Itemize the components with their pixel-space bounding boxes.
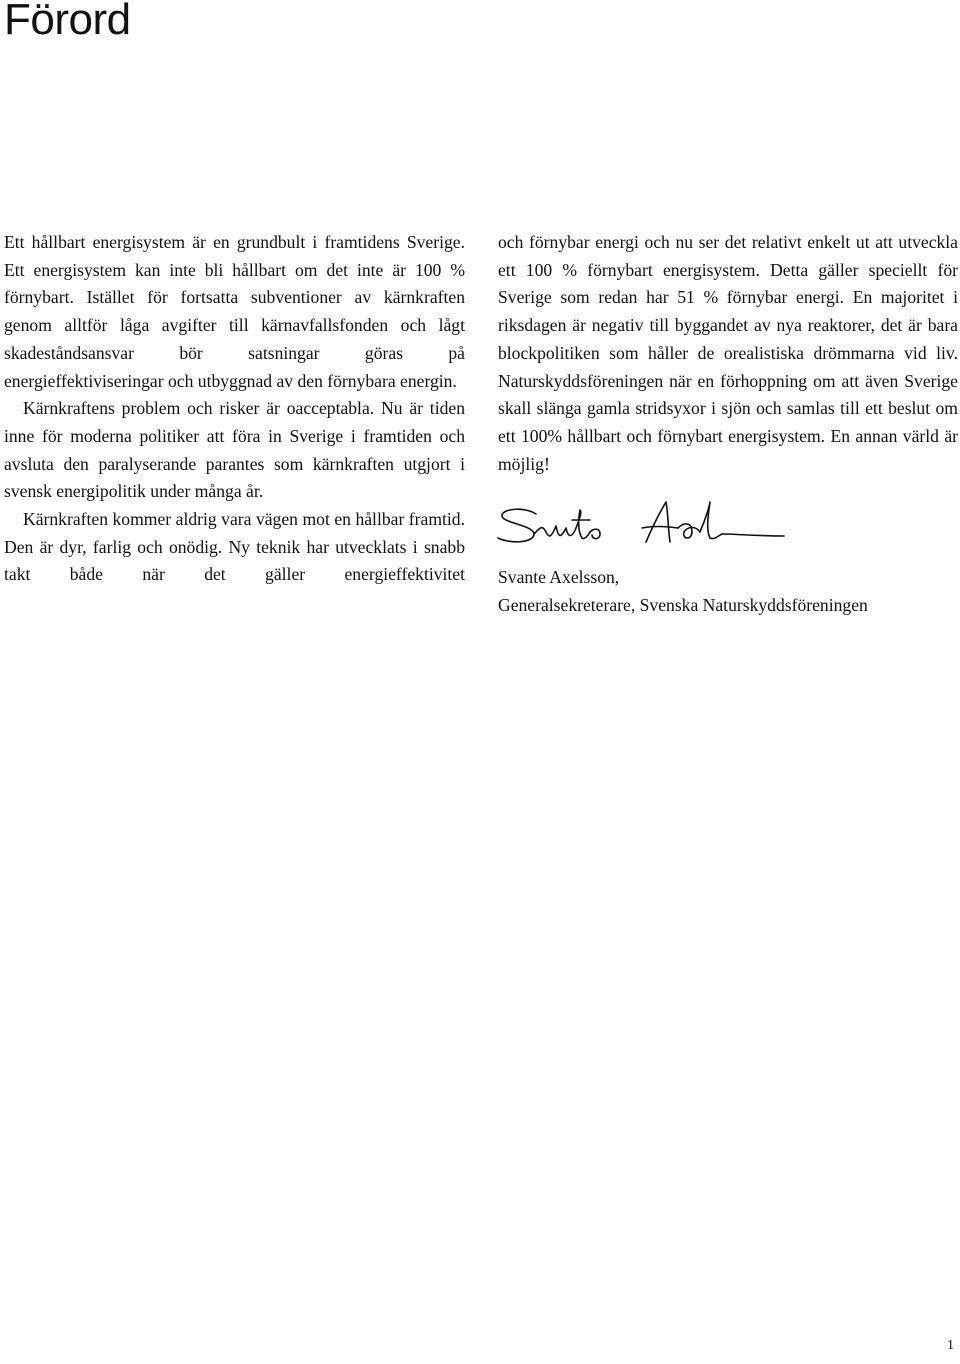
right-text-column	[498, 229, 958, 478]
paragraph-future: Kärnkraften kommer aldrig vara vägen mot en hållbar framtid. Den är dyr, farlig och onödig. Ny teknik har utvecklats i snabb takt både när det gäller energieffektivitet	[4, 509, 465, 585]
paragraph-risks: Kärnkraftens problem och risker är oacceptabla. Nu är tiden inne för moderna politiker att föra in Sverige i framtiden och avsluta den paralyserande parantes som kärnkraften utgjort i svensk energipolitik under många år.	[4, 398, 465, 502]
handwritten-signature	[496, 498, 786, 554]
page-title: Förord	[4, 0, 131, 44]
signer-name: Svante Axelsson,	[498, 567, 620, 587]
paragraph-continuation: och förnybar energi och nu ser det relativt enkelt ut att utveckla ett 100 % förnybart energisystem. Detta gäller speciellt för Sverige som redan har 51 % förnybar energi. En majoritet i riksdagen är negativ till byggandet av nya reaktorer, det är bara blockpolitiken som håller de orealistiska drömmarna vid liv. Naturskyddsföreningen när en förhoppning om att även Sverige skall slänga gamla stridsyxor i sjön och samlas till ett beslut om ett 100% hållbart och förnybart energisystem. En annan värld är möjlig!	[498, 232, 958, 474]
page-number: 1	[947, 1338, 954, 1353]
signer-role: Generalsekreterare, Svenska Naturskyddsföreningen	[498, 594, 868, 615]
signer-block	[498, 564, 868, 619]
left-text-column	[4, 229, 465, 589]
paragraph-intro: Ett hållbart energisystem är en grundbult i framtidens Sverige. Ett energisystem kan inte bli hållbart om det inte är 100 % förnybart. Istället för fortsatta subventioner av kärnkraften genom alltför låga avgifter till kärnavfallsfonden och lågt skadeståndsansvar bör satsningar göras på energieffektiviseringar och utbyggnad av den förnybara energin.	[4, 232, 465, 391]
